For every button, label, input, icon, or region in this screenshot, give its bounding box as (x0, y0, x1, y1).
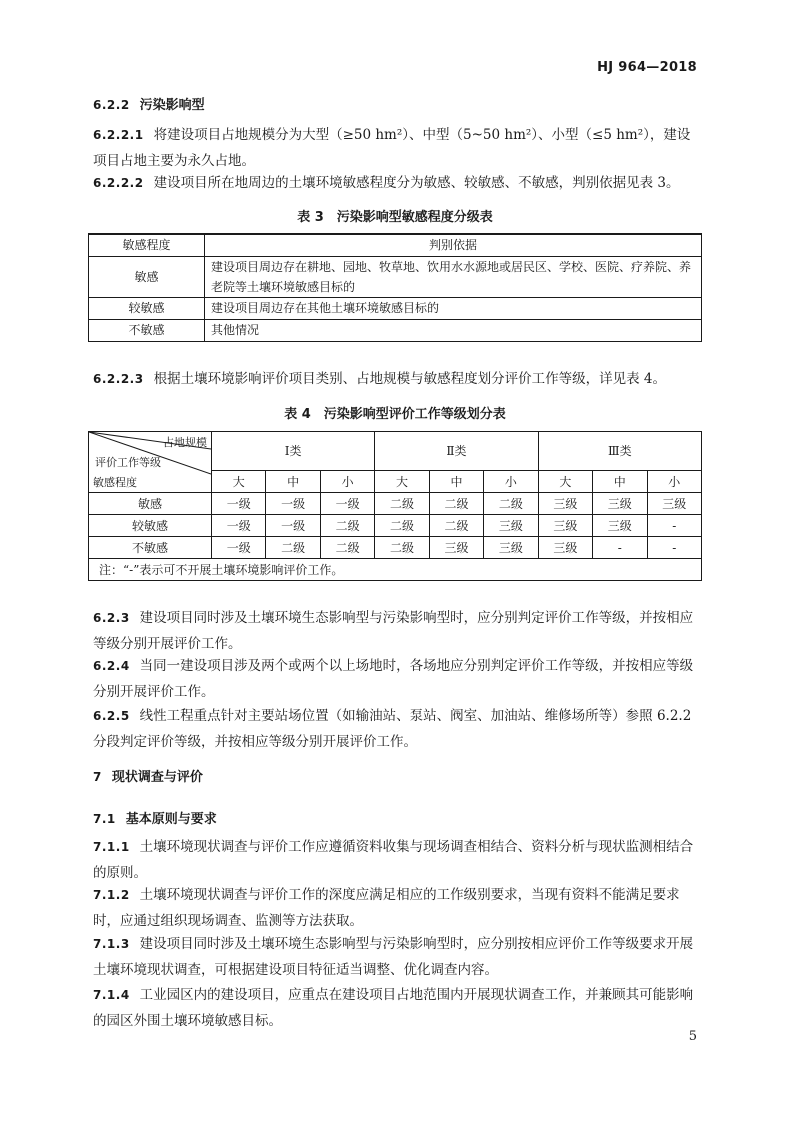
table-4-caption: 表 4 污染影响型评价工作等级划分表 (284, 407, 506, 422)
grade-cell: 一级 (212, 515, 266, 537)
clause-6-2-2-3 (93, 366, 697, 392)
diagonal-header-cell (89, 432, 212, 493)
clause-number: 6.2.2.2 (93, 176, 144, 190)
clause-number: 6.2.4 (93, 659, 130, 673)
size-cell: 中 (593, 470, 647, 492)
group-header-cell: Ⅰ类 (212, 432, 375, 471)
size-cell: 小 (484, 470, 538, 492)
table-4 (88, 431, 702, 581)
grade-cell: 一级 (266, 515, 320, 537)
header-cell: 敏感程度 (89, 234, 205, 257)
table-row (89, 257, 702, 298)
clause-text: 当同一建设项目涉及两个或两个以上场地时，各场地应分别判定评价工作等级，并按相应等级分别开展评价工作。 (93, 658, 694, 700)
row-label: 较敏感 (89, 515, 212, 537)
grade-cell: 二级 (320, 515, 374, 537)
clause-text: 建设项目所在地周边的土壤环境敏感程度分为敏感、较敏感、不敏感，判别依据见表 3。 (153, 175, 680, 191)
grade-cell: 二级 (429, 493, 483, 515)
grade-cell: 三级 (593, 515, 647, 537)
section-7-1-heading (93, 806, 697, 833)
table-note: 注：“-”表示可不开展土壤环境影响评价工作。 (89, 559, 702, 581)
grade-cell: 二级 (429, 515, 483, 537)
clause-text: 土壤环境现状调查与评价工作应遵循资料收集与现场调查相结合、资料分析与现状监测相结合的原则。 (93, 839, 694, 881)
grade-cell: 二级 (375, 515, 429, 537)
clause-text: 建设项目同时涉及土壤环境生态影响型与污染影响型时，应分别按相应评价工作等级要求开展土壤环境现状调查，可根据建设项目特征适当调整、优化调查内容。 (93, 936, 694, 978)
table-header-row (89, 234, 702, 257)
grade-cell: 二级 (484, 493, 538, 515)
table-note-row (89, 559, 702, 581)
group-header-cell: Ⅱ类 (375, 432, 538, 471)
table-row (89, 493, 702, 515)
grade-cell: 一级 (320, 493, 374, 515)
group-header-cell: Ⅲ类 (538, 432, 701, 471)
grade-cell: 三级 (484, 515, 538, 537)
criteria-cell: 建设项目周边存在耕地、园地、牧草地、饮用水水源地或居民区、学校、医院、疗养院、养老院等土壤环境敏感目标的 (205, 257, 702, 298)
grade-cell: 一级 (266, 493, 320, 515)
grade-cell: - (647, 537, 702, 559)
corner-label-mid: 评价工作等级 (95, 456, 161, 469)
row-label: 不敏感 (89, 537, 212, 559)
standard-code: HJ 964—2018 (597, 60, 697, 75)
section-title: 现状调查与评价 (111, 770, 203, 785)
table-3-caption: 表 3 污染影响型敏感程度分级表 (297, 210, 493, 225)
table-row (89, 320, 702, 342)
grade-cell: 三级 (593, 493, 647, 515)
criteria-cell: 建设项目周边存在其他土壤环境敏感目标的 (205, 298, 702, 320)
grade-cell: 三级 (647, 493, 702, 515)
clause-7-1-4 (93, 982, 697, 1034)
clause-number: 7.1.2 (93, 888, 130, 902)
sensitivity-cell: 不敏感 (89, 320, 205, 342)
size-cell: 大 (538, 470, 592, 492)
clause-number: 7.1.3 (93, 937, 130, 951)
clause-text: 建设项目同时涉及土壤环境生态影响型与污染影响型时，应分别判定评价工作等级，并按相应等级分别开展评价工作。 (93, 610, 694, 652)
clause-number: 6.2.2.1 (93, 128, 144, 142)
page-number: 5 (688, 1029, 697, 1044)
section-6-2-2-heading (93, 92, 697, 119)
table-group-row (89, 432, 702, 471)
size-cell: 中 (429, 470, 483, 492)
table-row (89, 298, 702, 320)
section-title: 基本原则与要求 (125, 812, 217, 827)
size-cell: 小 (320, 470, 374, 492)
section-7-heading (93, 764, 697, 791)
grade-cell: - (593, 537, 647, 559)
section-number: 7.1 (93, 812, 116, 826)
clause-text: 根据土壤环境影响评价项目类别、占地规模与敏感程度划分评价工作等级，详见表 4。 (153, 371, 666, 387)
row-label: 敏感 (89, 493, 212, 515)
criteria-cell: 其他情况 (205, 320, 702, 342)
size-cell: 大 (212, 470, 266, 492)
clause-text: 土壤环境现状调查与评价工作的深度应满足相应的工作级别要求，当现有资料不能满足要求时，应通过组织现场调查、监测等方法获取。 (93, 887, 680, 929)
clause-7-1-1 (93, 834, 697, 886)
sensitivity-cell: 敏感 (89, 257, 205, 298)
grade-cell: 三级 (538, 493, 592, 515)
clause-number: 7.1.4 (93, 988, 130, 1002)
section-number: 7 (93, 770, 102, 784)
size-cell: 中 (266, 470, 320, 492)
grade-cell: 三级 (429, 537, 483, 559)
clause-7-1-3 (93, 931, 697, 983)
grade-cell: 二级 (266, 537, 320, 559)
clause-number: 6.2.5 (93, 709, 130, 723)
grade-cell: 三级 (538, 537, 592, 559)
section-number: 6.2.2 (93, 98, 130, 112)
table-3 (88, 233, 702, 342)
grade-cell: 二级 (375, 537, 429, 559)
grade-cell: 一级 (212, 537, 266, 559)
table-row (89, 537, 702, 559)
grade-cell: 三级 (484, 537, 538, 559)
size-cell: 大 (375, 470, 429, 492)
clause-text: 将建设项目占地规模分为大型（≥50 hm²）、中型（5~50 hm²）、小型（≤5 hm²），建设项目占地主要为永久占地。 (93, 127, 691, 169)
sensitivity-cell: 较敏感 (89, 298, 205, 320)
clause-text: 线性工程重点针对主要站场位置（如输油站、泵站、阀室、加油站、维修场所等）参照 6.2.2 分段判定评价等级，并按相应等级分别开展评价工作。 (93, 708, 692, 750)
clause-number: 6.2.2.3 (93, 372, 144, 386)
grade-cell: 一级 (212, 493, 266, 515)
clause-6-2-5 (93, 703, 697, 755)
table-row (89, 515, 702, 537)
clause-number: 7.1.1 (93, 840, 130, 854)
corner-label-top: 占地规模 (163, 436, 207, 449)
clause-7-1-2 (93, 882, 697, 934)
clause-6-2-4 (93, 653, 697, 705)
grade-cell: 三级 (538, 515, 592, 537)
corner-label-bottom: 敏感程度 (93, 476, 137, 489)
grade-cell: 二级 (375, 493, 429, 515)
section-title: 污染影响型 (139, 98, 205, 113)
size-cell: 小 (647, 470, 702, 492)
clause-6-2-2-1 (93, 122, 697, 174)
grade-cell: 二级 (320, 537, 374, 559)
clause-6-2-3 (93, 605, 697, 657)
header-cell: 判别依据 (205, 234, 702, 257)
grade-cell: - (647, 515, 702, 537)
clause-text: 工业园区内的建设项目，应重点在建设项目占地范围内开展现状调查工作，并兼顾其可能影响的园区外围土壤环境敏感目标。 (93, 987, 694, 1029)
clause-number: 6.2.3 (93, 611, 130, 625)
clause-6-2-2-2 (93, 170, 697, 196)
